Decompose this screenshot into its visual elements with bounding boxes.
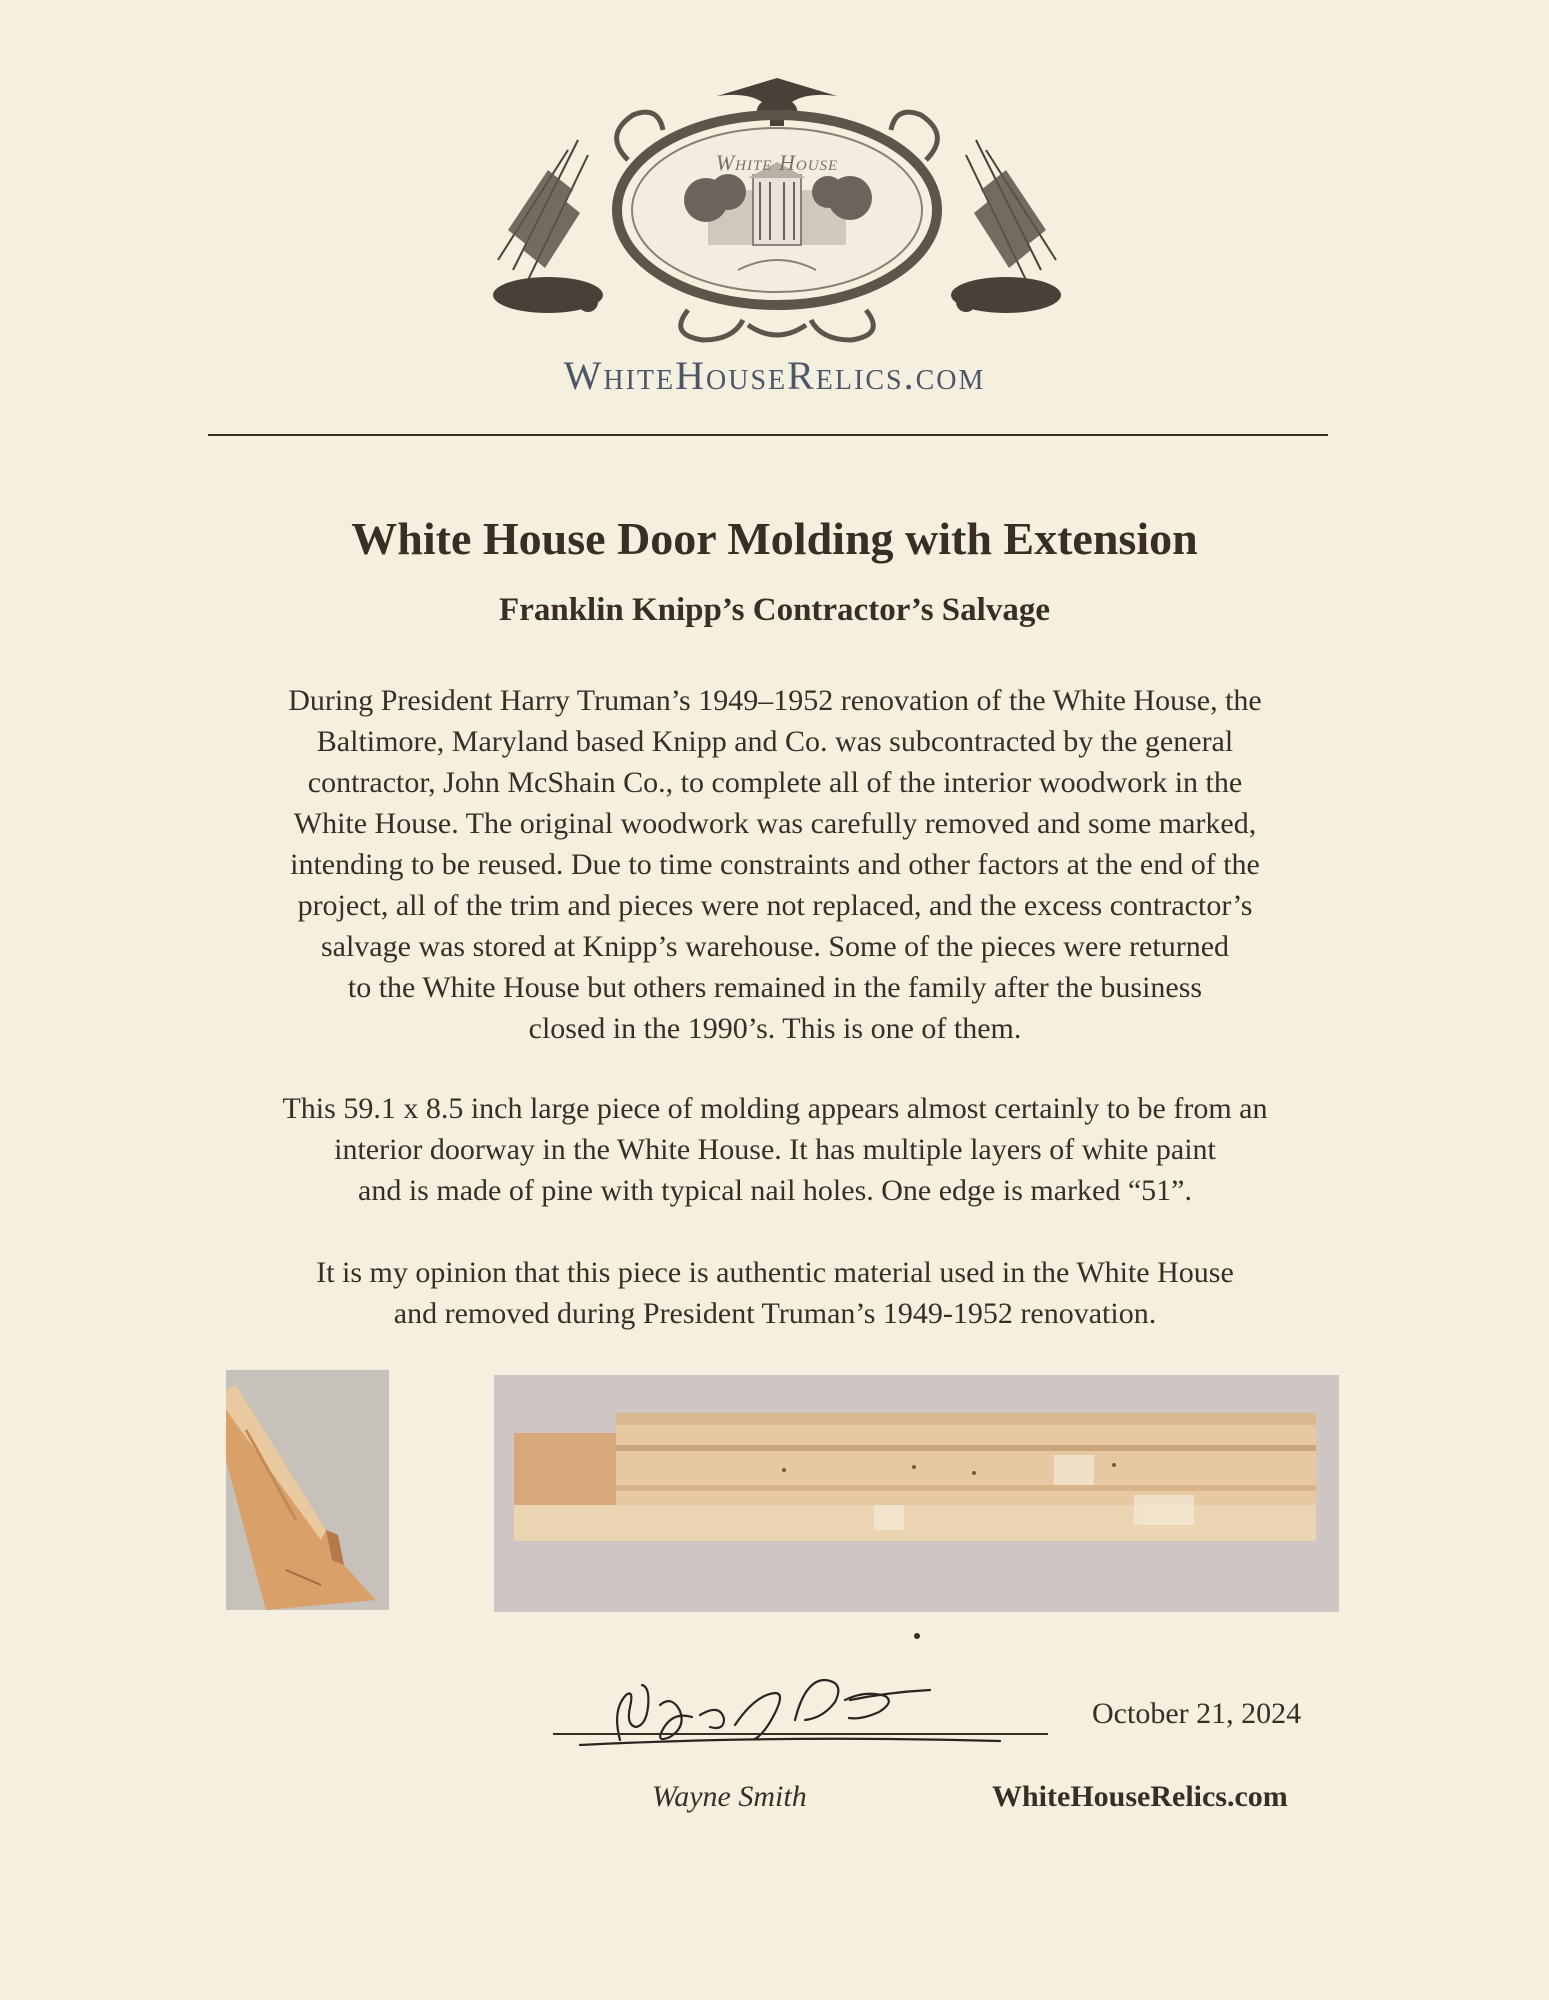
page-subtitle: Franklin Knipp’s Contractor’s Salvage — [499, 592, 1050, 628]
site-banner: WhiteHouseRelics.com — [563, 353, 986, 398]
emblem-label: White House — [715, 150, 839, 175]
small-mark — [914, 1633, 920, 1639]
text-line: This 59.1 x 8.5 inch large piece of molding appears almost certainly to be from an — [282, 1092, 1268, 1125]
header-divider — [208, 434, 1328, 436]
text-line: project, all of the trim and pieces were not replaced, and the excess contractor’s — [297, 889, 1253, 922]
text-line: During President Harry Truman’s 1949–1952 renovation of the White House, the — [288, 684, 1262, 717]
white-house-emblem — [478, 70, 1076, 352]
text-line: Baltimore, Maryland based Knipp and Co. was subcontracted by the general — [316, 725, 1234, 758]
text-line: It is my opinion that this piece is authentic material used in the White House — [316, 1256, 1234, 1289]
text-line: to the White House but others remained in the family after the business — [347, 971, 1203, 1004]
text-line: and removed during President Truman’s 1949-1952 renovation. — [393, 1297, 1157, 1330]
molding-full-photo — [494, 1375, 1339, 1612]
page-title: White House Door Molding with Extension — [351, 513, 1198, 564]
text-line: contractor, John McShain Co., to complete all of the interior woodwork in the — [307, 766, 1243, 799]
text-line: intending to be reused. Due to time constraints and other factors at the end of the — [290, 848, 1260, 881]
paragraph-opinion — [170, 1252, 1380, 1334]
signer-name: Wayne Smith — [652, 1780, 807, 1813]
paragraph-description — [170, 1088, 1380, 1211]
text-line: salvage was stored at Knipp’s warehouse. Some of the pieces were returned — [320, 930, 1230, 963]
text-line: closed in the 1990’s. This is one of them. — [528, 1012, 1022, 1045]
signature-line — [553, 1733, 1048, 1735]
text-line: White House. The original woodwork was carefully removed and some marked, — [293, 807, 1257, 840]
paragraph-history — [170, 680, 1380, 1049]
text-line: interior doorway in the White House. It has multiple layers of white paint — [334, 1133, 1216, 1166]
certificate-date: October 21, 2024 — [1092, 1697, 1302, 1730]
molding-profile-photo — [226, 1370, 389, 1610]
text-line: and is made of pine with typical nail holes. One edge is marked “51”. — [358, 1174, 1192, 1207]
footer-website: WhiteHouseRelics.com — [992, 1780, 1288, 1813]
handwritten-signature — [550, 1665, 1050, 1755]
